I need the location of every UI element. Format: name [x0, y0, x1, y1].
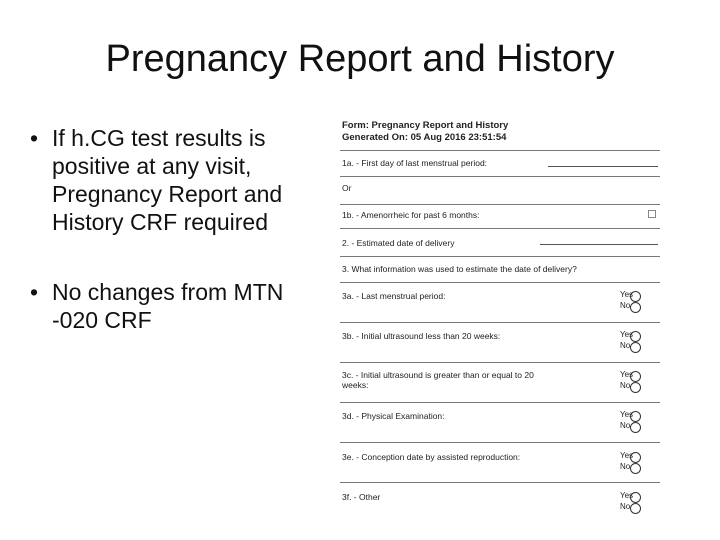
question-1b: 1b. - Amenorrheic for past 6 months:	[342, 210, 480, 220]
yes-label: Yes	[620, 491, 634, 500]
crf-form-image	[340, 112, 660, 522]
question-2: 2. - Estimated date of delivery	[342, 238, 455, 248]
form-header	[342, 120, 508, 144]
divider	[340, 482, 660, 483]
checkbox-1b	[648, 210, 656, 218]
no-radio	[630, 503, 641, 514]
question-3c: 3c. - Initial ultrasound is greater than or equal to 20 weeks:	[342, 370, 534, 390]
no-radio	[630, 463, 641, 474]
yes-radio	[630, 411, 641, 422]
answer-line-2	[540, 244, 658, 245]
question-3: 3. What information was used to estimate the date of delivery?	[342, 264, 577, 274]
divider	[340, 362, 660, 363]
question-3e: 3e. - Conception date by assisted reproduction:	[342, 452, 521, 462]
yes-no-3a	[620, 290, 660, 318]
bullet-icon: •	[30, 279, 39, 305]
no-label: No	[620, 381, 631, 390]
bullet-list	[30, 124, 315, 376]
question-3a: 3a. - Last menstrual period:	[342, 291, 446, 301]
no-radio	[630, 342, 641, 353]
no-label: No	[620, 341, 631, 350]
slide-title: Pregnancy Report and History	[105, 38, 615, 80]
divider	[340, 256, 660, 257]
bullet-item	[30, 278, 315, 334]
bullet-item	[30, 124, 315, 236]
divider	[340, 204, 660, 205]
divider	[340, 228, 660, 229]
form-title: Form: Pregnancy Report and History	[342, 120, 509, 131]
question-3b: 3b. - Initial ultrasound less than 20 weeks:	[342, 331, 501, 341]
yes-radio	[630, 452, 641, 463]
yes-label: Yes	[620, 410, 634, 419]
yes-radio	[630, 371, 641, 382]
no-label: No	[620, 502, 631, 511]
form-generated-date: Generated On: 05 Aug 2016 23:51:54	[342, 132, 507, 143]
yes-radio	[630, 291, 641, 302]
yes-no-3f	[620, 491, 660, 519]
no-radio	[630, 422, 641, 433]
question-3d: 3d. - Physical Examination:	[342, 411, 445, 421]
bullet-text: No changes from MTN -020 CRF	[52, 279, 284, 333]
yes-radio	[630, 331, 641, 342]
yes-label: Yes	[620, 330, 634, 339]
yes-label: Yes	[620, 370, 634, 379]
no-label: No	[620, 301, 631, 310]
divider	[340, 402, 660, 403]
no-radio	[630, 302, 641, 313]
yes-label: Yes	[620, 290, 634, 299]
no-label: No	[620, 421, 631, 430]
no-label: No	[620, 462, 631, 471]
bullet-text: If h.CG test results is positive at any visit, Pregnancy Report and History CRF required	[52, 125, 283, 235]
question-3f: 3f. - Other	[342, 492, 381, 502]
yes-no-3d	[620, 410, 660, 438]
yes-label: Yes	[620, 451, 634, 460]
divider	[340, 150, 660, 151]
yes-no-3b	[620, 330, 660, 358]
divider	[340, 442, 660, 443]
yes-no-3c	[620, 370, 660, 398]
no-radio	[630, 382, 641, 393]
bullet-icon: •	[30, 125, 39, 151]
answer-line-1a	[548, 166, 658, 167]
divider	[340, 176, 660, 177]
or-label: Or	[342, 183, 352, 193]
question-1a: 1a. - First day of last menstrual period:	[342, 158, 488, 168]
yes-no-3e	[620, 451, 660, 479]
divider	[340, 322, 660, 323]
divider	[340, 282, 660, 283]
yes-radio	[630, 492, 641, 503]
